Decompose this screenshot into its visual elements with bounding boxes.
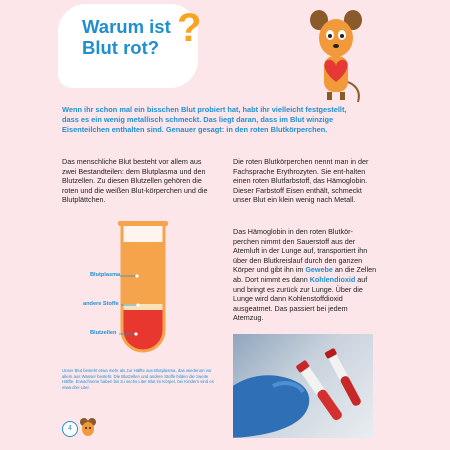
- label-blutzellen: Blutzellen: [90, 330, 117, 336]
- col2-paragraph-2: [233, 227, 378, 323]
- tube-caption: Unser Blut besteht etwa mehr als zur Hälfte aus Blutplasma, das wiederum vor allem aus Wasser besteht. Die Blutzellen und andere Stoffe bilden die zweite Hälfte. Erwachsene haben bis zu sechs Liter Blut im Körper, bei Kindern sind es etwa drei Liter.: [62, 368, 214, 390]
- col2-p2-text-a: Das Hämoglobin in den roten Blutkör-perchen nimmt den Sauerstoff aus der Atemluft in der Lunge auf, transportiert ihn über den Blutkreislauf durch den ganzen Körper und gibt ihn im: [233, 227, 368, 275]
- col1-paragraph-1: Das menschliche Blut besteht vor allem aus zwei Bestandteilen: dem Blutplasma und den Blutzellen. Zu diesen Blutzellen gehören die roten und die weißen Blut-körperchen und die Blutplättchen.: [62, 157, 208, 205]
- mini-mouse-icon: [79, 417, 97, 437]
- mouse-with-heart-icon: [306, 8, 366, 108]
- gloved-hand-with-tubes-icon: [233, 334, 373, 438]
- col2-p2-text-c: auf und bringt es zurück zur Lunge. Über die Lunge wird dann Kohlenstoffdioxid ausgeatmet. Das passiert bei jedem Atemzug.: [233, 274, 368, 323]
- page-number: 4: [62, 421, 78, 437]
- label-blutplasma: Blutplasma: [90, 272, 121, 278]
- label-andere-stoffe: andere Stoffe: [83, 301, 119, 307]
- page-title: Warum ist Blut rot?: [82, 16, 171, 58]
- highlight-gewebe: Gewebe: [305, 265, 333, 275]
- test-tube-illustration: [112, 218, 174, 360]
- blood-sample-photo: [233, 334, 373, 438]
- question-mark-icon: ?: [177, 6, 202, 50]
- label-pointer-plasma: [120, 272, 140, 280]
- label-pointer-cells: [119, 330, 139, 338]
- col2-p2-text-b: an die Zellen ab. Dort nimmt es dann: [233, 265, 377, 284]
- highlight-kohlendioxid: Kohlendioxid: [309, 274, 356, 284]
- label-pointer-other: [121, 301, 141, 309]
- col2-paragraph-1: Die roten Blutkörperchen nennt man in der Fachsprache Erythrozyten. Sie ent-halten einen roten Blutfarbstoff, das Hämoglobin. Dieser Farbstoff Eisen enthält, schmeckt unser Blut ein klein wenig nach Metall.: [233, 157, 369, 205]
- intro-paragraph: Wenn ihr schon mal ein bisschen Blut probiert hat, habt ihr vielleicht festgestellt, dass es ein wenig metallisch schmeckt. Das liegt daran, dass im Blut winzige Eisenteilchen enthalten sind. Genauer gesagt: in den roten Blutkörperchen.: [62, 105, 347, 134]
